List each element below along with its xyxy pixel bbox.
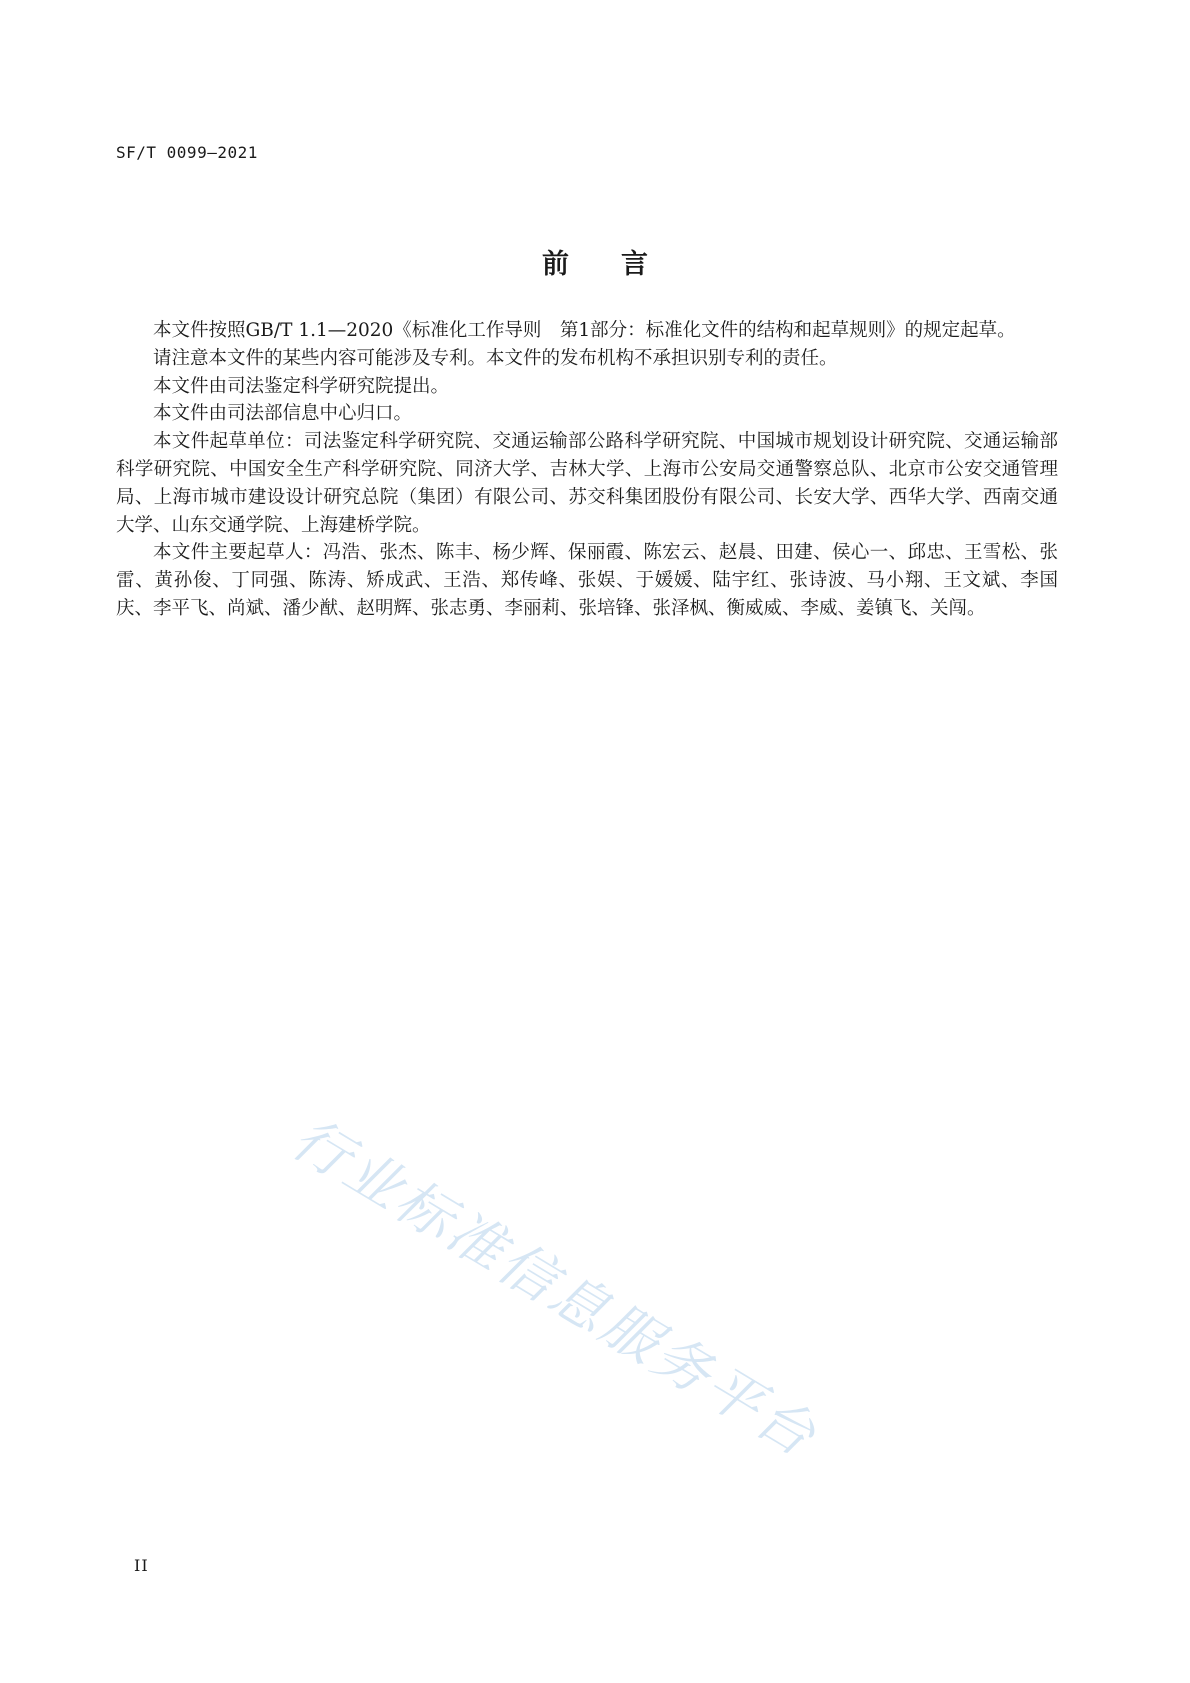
page-number: II — [134, 1556, 149, 1575]
paragraph-main-drafters: 本文件主要起草人：冯浩、张杰、陈丰、杨少辉、保丽霞、陈宏云、赵晨、田建、侯心一、邱忠、王雪松、张雷、黄孙俊、丁同强、陈涛、矫成武、王浩、郑传峰、张娱、于媛媛、陆宇红、张诗波、马小翔、王文斌、李国庆、李平飞、尚斌、潘少猷、赵明辉、张志勇、李丽莉、张培锋、张泽枫、衡威威、李威、姜镇飞、关闯。 — [116, 542, 1058, 619]
paragraph-drafting-rules: 本文件按照GB/T 1.1—2020《标准化工作导则 第1部分：标准化文件的结构和起草规则》的规定起草。 — [153, 320, 1016, 341]
watermark: 行业标准信息服务平台 — [280, 1105, 829, 1471]
document-code: SF/T 0099—2021 — [116, 143, 258, 162]
paragraph-proposer: 本文件由司法鉴定科学研究院提出。 — [153, 375, 450, 397]
paragraph-drafting-units: 本文件起草单位：司法鉴定科学研究院、交通运输部公路科学研究院、中国城市规划设计研究院、交通运输部科学研究院、中国安全生产科学研究院、同济大学、吉林大学、上海市公安局交通警察总队、北京市公安交通管理局、上海市城市建设设计研究总院（集团）有限公司、苏交科集团股份有限公司、长安大学、西华大学、西南交通大学、山东交通学院、上海建桥学院。 — [116, 431, 1058, 536]
page-title: 前言 — [542, 249, 700, 280]
foreword-body — [116, 317, 1058, 623]
paragraph-centralized-unit: 本文件由司法部信息中心归口。 — [153, 403, 413, 425]
paragraph-patent-notice: 请注意本文件的某些内容可能涉及专利。本文件的发布机构不承担识别专利的责任。 — [153, 347, 838, 369]
